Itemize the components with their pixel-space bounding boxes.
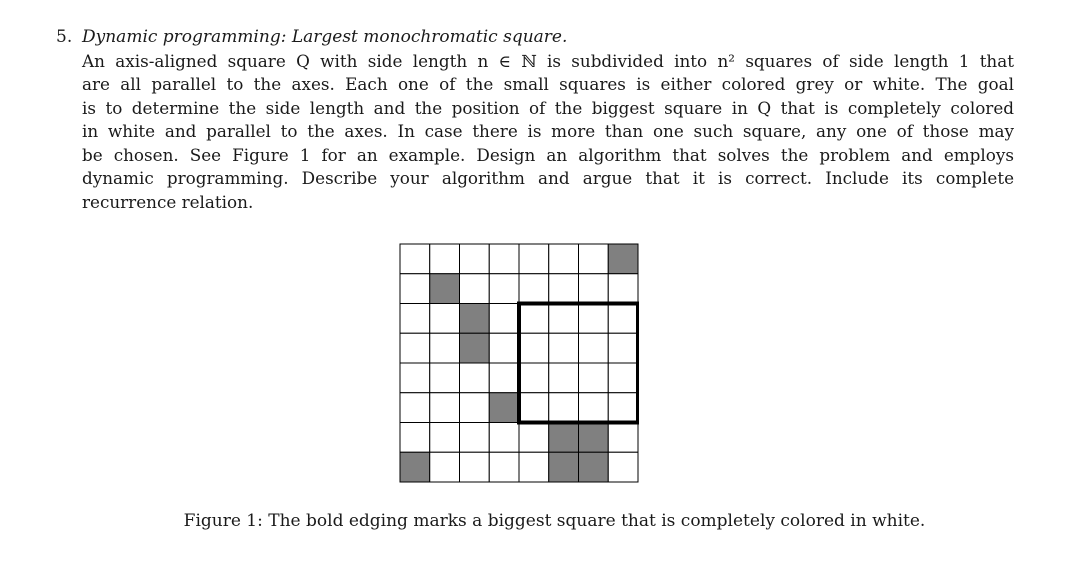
body-line: recurrence relation. — [82, 191, 254, 212]
grid-cell-grey — [460, 333, 490, 363]
grid-cell-grey — [489, 393, 519, 423]
grid-cell-white — [549, 274, 579, 304]
grid-cell-white — [519, 304, 549, 334]
grid-cell-white — [549, 363, 579, 393]
grid-cell-white — [460, 363, 490, 393]
grid-cell-white — [400, 423, 430, 453]
grid-cell-grey — [579, 452, 609, 482]
grid-cell-white — [460, 423, 490, 453]
problem-title: Dynamic programming: Largest monochromatic square. — [82, 27, 568, 47]
grid-cell-white — [430, 333, 460, 363]
grid-cell-white — [489, 423, 519, 453]
body-line: dynamic programming. Describe your algorithm and argue that it is correct. Include its complete — [82, 168, 1014, 188]
grid-cell-white — [608, 423, 638, 453]
grid-cell-white — [430, 393, 460, 423]
grid-cell-white — [608, 304, 638, 334]
grid-cell-white — [579, 304, 609, 334]
grid-cell-white — [400, 333, 430, 363]
figure-1-grid — [399, 243, 639, 483]
grid-cell-white — [519, 274, 549, 304]
grid-cell-white — [489, 274, 519, 304]
grid-cell-white — [608, 452, 638, 482]
grid-cell-white — [400, 274, 430, 304]
grid-cell-white — [489, 363, 519, 393]
grid-cell-white — [400, 244, 430, 274]
grid-cell-white — [460, 244, 490, 274]
body-line: be chosen. See Figure 1 for an example. Design an algorithm that solves the problem and employs — [82, 144, 1014, 165]
body-line: An axis-aligned square Q with side length n ∈ ℕ is subdivided into n² squares of side length 1 that — [82, 50, 1014, 71]
grid-cell-white — [400, 304, 430, 334]
grid-cell-white — [430, 244, 460, 274]
grid-cell-white — [519, 244, 549, 274]
grid-cell-white — [608, 274, 638, 304]
grid-cell-white — [460, 452, 490, 482]
grid-cell-white — [579, 244, 609, 274]
grid-cell-white — [549, 244, 579, 274]
grid-cell-white — [430, 363, 460, 393]
grid-cell-white — [489, 304, 519, 334]
grid-cell-grey — [549, 423, 579, 453]
grid-cell-grey — [430, 274, 460, 304]
problem-body — [82, 50, 1014, 215]
body-line: is to determine the side length and the position of the biggest square in Q that is completely colored — [82, 97, 1014, 118]
grid-cell-grey — [549, 452, 579, 482]
problem-number: 5. — [56, 27, 73, 47]
grid-cell-white — [430, 423, 460, 453]
grid-cell-white — [430, 304, 460, 334]
grid-cell-white — [489, 244, 519, 274]
grid-cell-white — [579, 274, 609, 304]
grid-cell-white — [460, 393, 490, 423]
grid-cell-white — [489, 333, 519, 363]
grid-cell-white — [579, 363, 609, 393]
body-line: are all parallel to the axes. Each one of the small squares is either colored grey or white. The goal — [82, 74, 1014, 94]
grid-cell-white — [549, 393, 579, 423]
grid-cell-grey — [608, 244, 638, 274]
grid-cell-white — [519, 333, 549, 363]
grid-cell-white — [430, 452, 460, 482]
grid-cell-grey — [579, 423, 609, 453]
grid-cell-white — [549, 333, 579, 363]
grid-cell-white — [519, 452, 549, 482]
grid-cell-white — [608, 393, 638, 423]
grid-cell-white — [400, 363, 430, 393]
grid-cell-white — [489, 452, 519, 482]
grid-cell-grey — [400, 452, 430, 482]
grid-cell-white — [519, 363, 549, 393]
grid-cell-white — [519, 393, 549, 423]
grid-cell-white — [608, 363, 638, 393]
body-line: in white and parallel to the axes. In case there is more than one such square, any one of those may — [82, 121, 1014, 141]
grid-cell-white — [460, 274, 490, 304]
grid-cell-white — [549, 304, 579, 334]
figure-caption: Figure 1: The bold edging marks a biggest square that is completely colored in white. — [183, 511, 926, 531]
grid-cell-white — [579, 333, 609, 363]
grid-cell-white — [519, 423, 549, 453]
monochromatic-square-grid — [399, 243, 639, 483]
grid-cell-white — [608, 333, 638, 363]
grid-cell-white — [400, 393, 430, 423]
grid-cell-grey — [460, 304, 490, 334]
grid-cell-white — [579, 393, 609, 423]
